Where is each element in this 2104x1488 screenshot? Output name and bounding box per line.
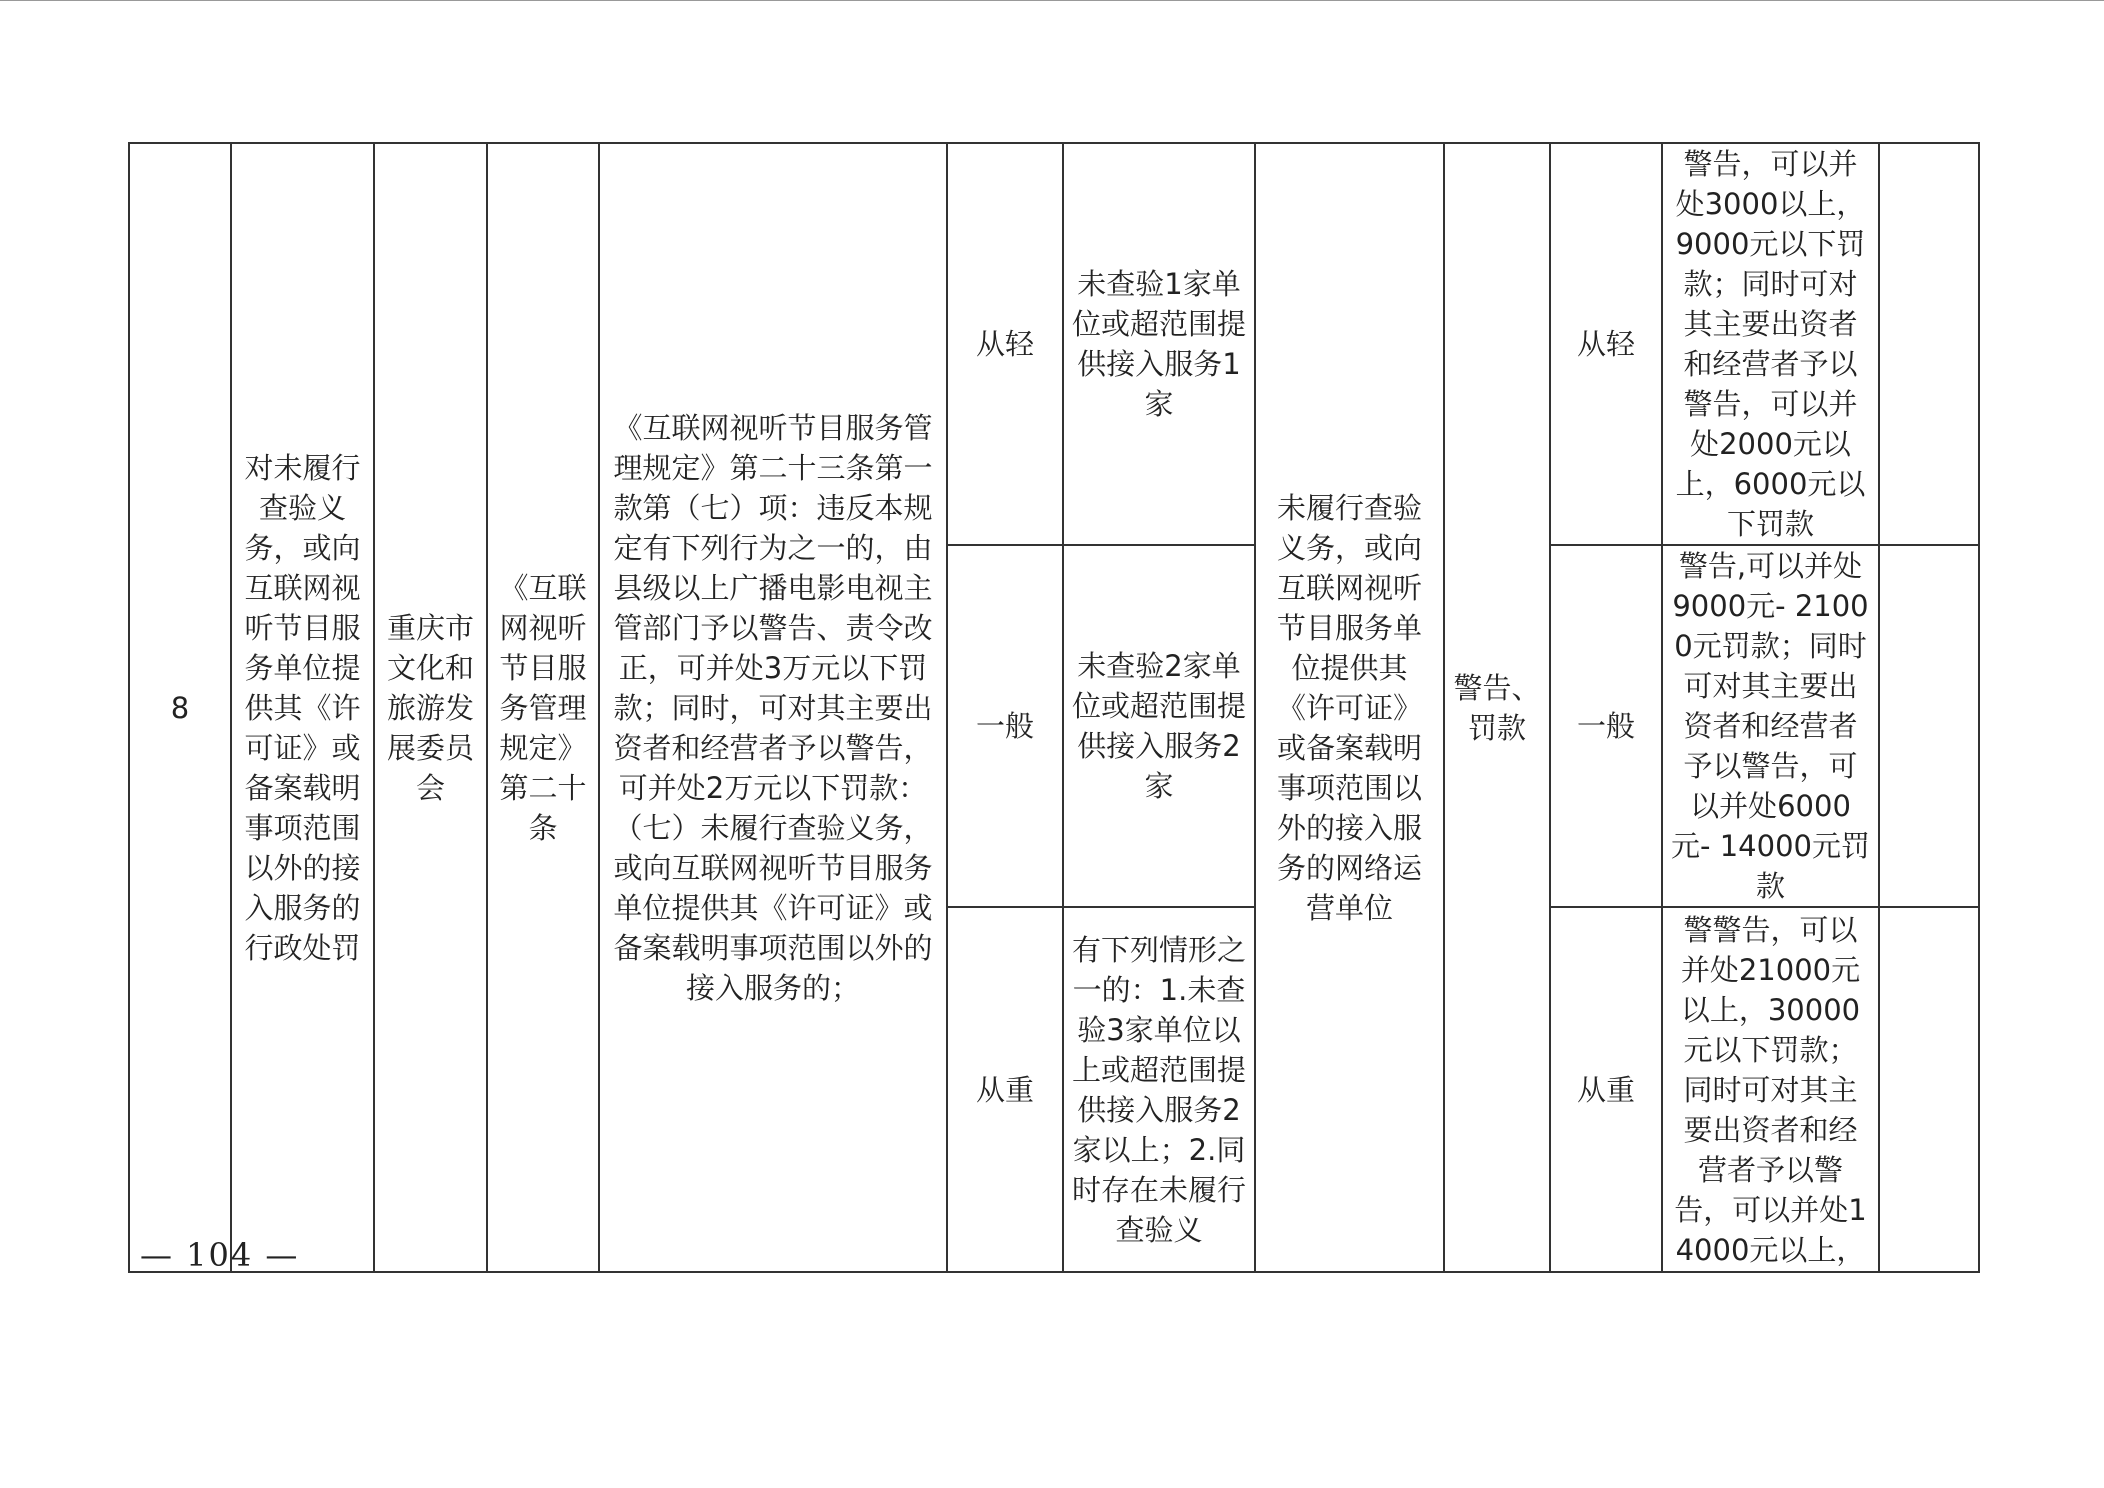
level-label: 从轻: [975, 327, 1034, 361]
circumstance-cell-heavy: [1063, 907, 1255, 1272]
basis-short: 《互联网视听节目服务管理规定》第二十条: [499, 570, 587, 845]
seq-cell: [129, 143, 231, 1272]
level-cell-heavy: [947, 907, 1063, 1272]
level-cell-light: [947, 143, 1063, 545]
level-label: 一般: [975, 709, 1034, 743]
basis-full: 《互联网视听节目服务管理规定》第二十三条第一款第（七）项：违反本规定有下列行为之一的，由县级以上广播电影电视主管部门予以警告、责令改正，可并处3万元以下罚款；同时，可对其主要出资者和经营者予以警告，可并处2万元以下罚款：（七）未履行查验义务，或向互联网视听节目服务单位提供其《许可证》或备案载明事项范围以外的接入服务的；: [613, 410, 933, 1005]
level-cell-normal: [947, 545, 1063, 907]
level2-cell-heavy: [1550, 907, 1662, 1272]
circumstance-text: 未查验1家单位或超范围提供接入服务1家: [1072, 267, 1247, 421]
standard-text: 警告，可以并处3000以上，9000元以下罚款；同时可对其主要出资者和经营者予以警告，可以并处2000元以上，6000元以下罚款: [1675, 147, 1866, 541]
circumstance-text: 未查验2家单位或超范围提供接入服务2家: [1072, 649, 1247, 803]
page-number: — 104 —: [140, 1236, 300, 1274]
authority-cell: [374, 143, 487, 1272]
standard-cell-normal: [1662, 545, 1879, 907]
standard-text: 警告,可以并处9000元- 21000元罚款；同时可对其主要出资者和经营者予以警告，可以并处6000元- 14000元罚款: [1671, 549, 1870, 903]
remark-cell-light: [1879, 143, 1979, 545]
authority-name: 重庆市文化和旅游发展委员会: [386, 610, 474, 805]
item-name-cell: [231, 143, 374, 1272]
table-row: [129, 143, 1979, 545]
standard-cell-light: [1662, 143, 1879, 545]
page-top-edge: [0, 0, 2104, 1]
subject-cell: [1255, 143, 1444, 1272]
seq-number: 8: [170, 690, 190, 725]
level2-cell-normal: [1550, 545, 1662, 907]
basis-short-cell: [487, 143, 599, 1272]
item-name: 对未履行查验义务，或向互联网视听节目服务单位提供其《许可证》或备案载明事项范围以外的接入服务的行政处罚: [244, 450, 361, 965]
circumstance-text: 有下列情形之一的：1.未查验3家单位以上或超范围提供接入服务2家以上；2.同时存在未履行查验义: [1072, 932, 1247, 1247]
remark-cell-normal: [1879, 545, 1979, 907]
penalty-standard-table: [128, 142, 1980, 1273]
standard-text: 警警告，可以并处21000元以上，30000元以下罚款；同时可对其主要出资者和经营者予以警告，可以并处14000元以上，: [1674, 912, 1867, 1267]
subject-text: 未履行查验义务，或向互联网视听节目服务单位提供其《许可证》或备案载明事项范围以外的接入服务的网络运营单位: [1276, 490, 1422, 925]
circumstance-cell-normal: [1063, 545, 1255, 907]
basis-full-cell: [599, 143, 947, 1272]
level2-label: 从重: [1576, 1072, 1635, 1107]
remark-cell-heavy: [1879, 907, 1979, 1272]
penalty-type-cell: [1444, 143, 1550, 1272]
level-label: 从重: [975, 1072, 1034, 1107]
circumstance-cell-light: [1063, 143, 1255, 545]
level2-label: 从轻: [1576, 327, 1635, 361]
standard-cell-heavy: [1662, 907, 1879, 1272]
penalty-type: 警告、罚款: [1453, 670, 1541, 745]
level2-cell-light: [1550, 143, 1662, 545]
level2-label: 一般: [1576, 709, 1635, 743]
